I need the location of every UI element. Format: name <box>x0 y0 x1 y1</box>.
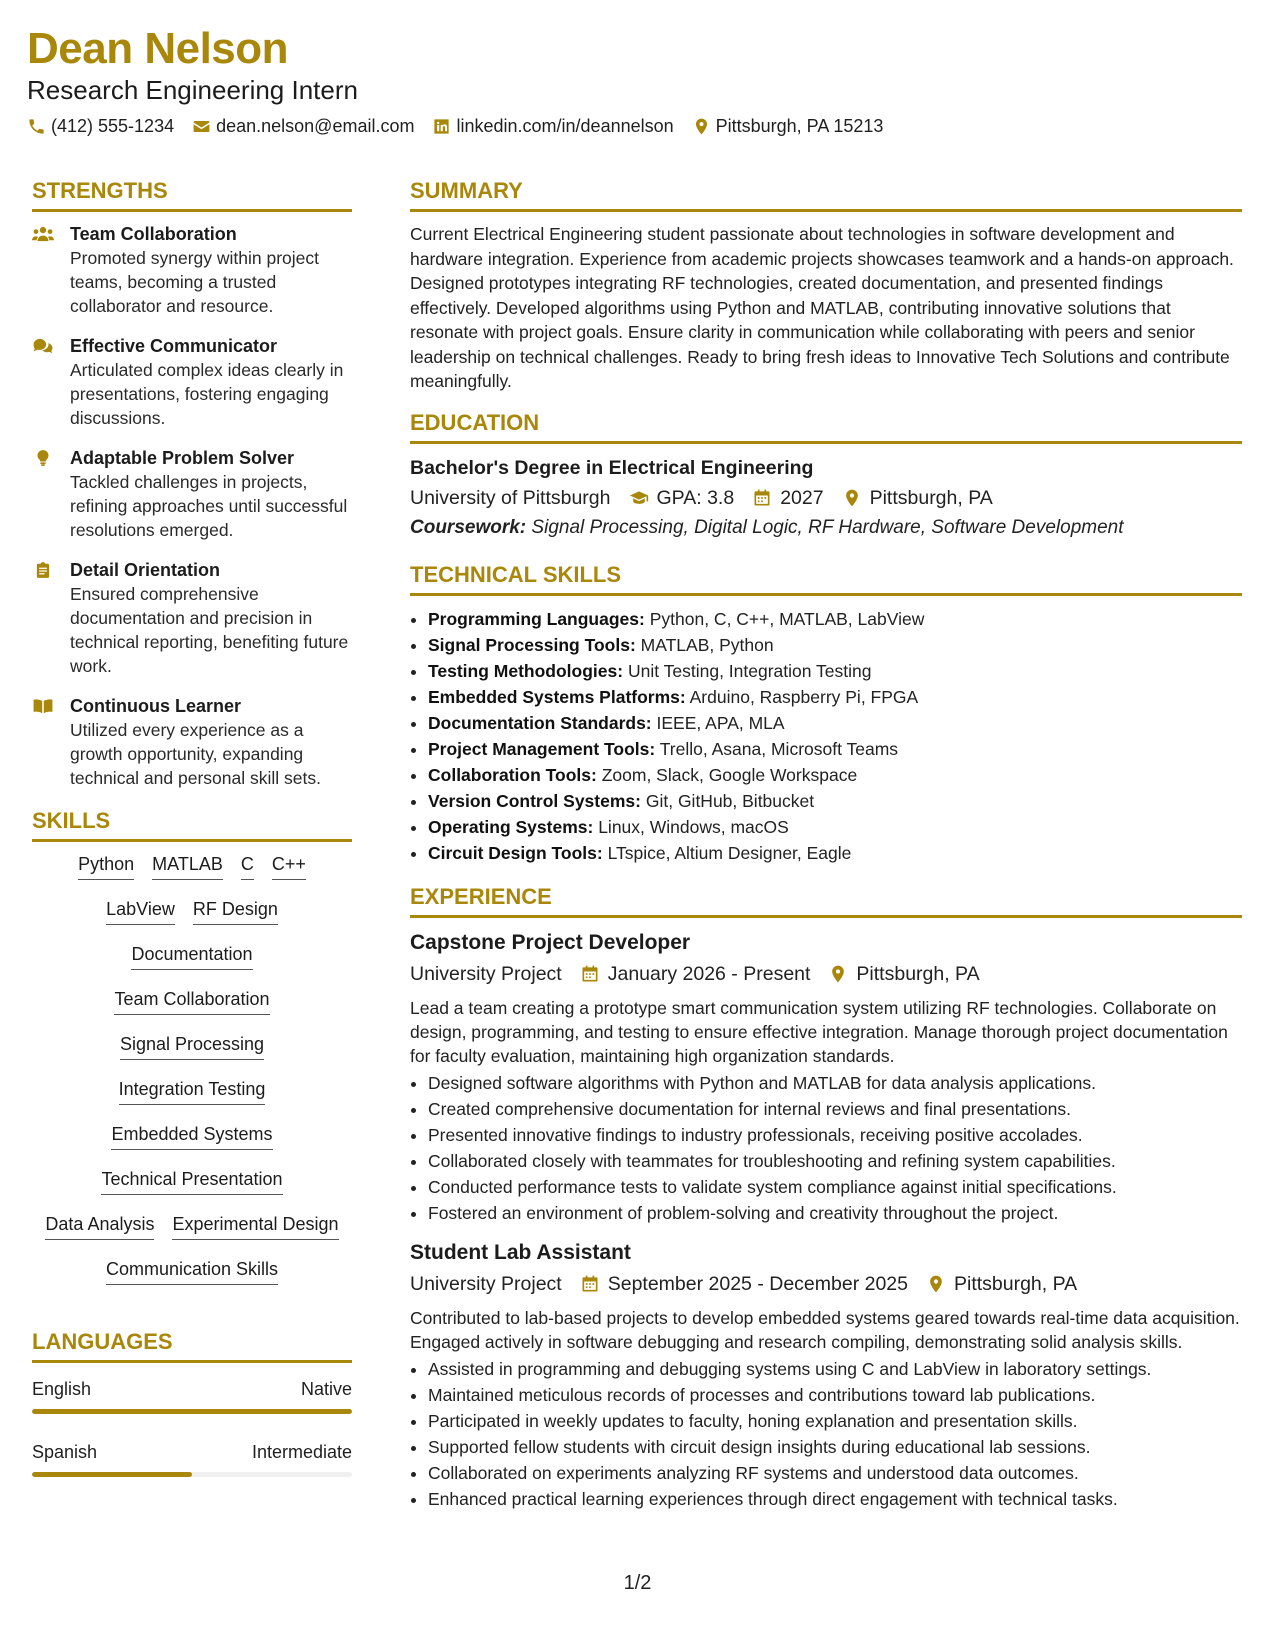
left-column <box>32 176 352 1503</box>
strength-item <box>32 334 352 430</box>
skill-chip: Team Collaboration <box>114 987 269 1015</box>
skill-chip: RF Design <box>193 897 278 925</box>
tech-skill-value: Unit Testing, Integration Testing <box>627 660 872 681</box>
strength-desc: Promoted synergy within project teams, becoming a trusted collaborator and resource. <box>70 248 319 316</box>
clipboard-icon <box>32 561 54 579</box>
lightbulb-icon <box>32 449 54 467</box>
strength-desc: Utilized every experience as a growth opportunity, expanding technical and personal skill sets. <box>70 720 321 788</box>
contact-bar <box>27 114 1257 138</box>
technical-skills-list <box>410 606 1242 866</box>
list-item: • Collaborated on experiments analyzing RF systems and understood data outcomes. <box>428 1460 1242 1486</box>
right-column <box>410 176 1242 1524</box>
strength-item <box>32 558 352 678</box>
calendar-icon <box>580 964 600 984</box>
job-entry <box>410 928 1242 1226</box>
education-year: 2027 <box>780 486 824 509</box>
tech-skill-label: Project Management Tools: <box>428 738 656 759</box>
summary-heading: SUMMARY <box>410 176 1242 212</box>
language-item <box>32 1440 352 1477</box>
strength-title: Adaptable Problem Solver <box>70 448 295 468</box>
users-icon <box>32 225 54 243</box>
tech-skill-label: Circuit Design Tools: <box>428 842 603 863</box>
tech-skill-value: LTspice, Altium Designer, Eagle <box>607 842 852 863</box>
list-item: • Assisted in programming and debugging systems using C and LabView in laboratory settings. <box>428 1356 1242 1382</box>
phone-icon <box>27 117 46 136</box>
job-org: University Project <box>410 962 562 985</box>
skill-chip: MATLAB <box>152 852 223 880</box>
page-number: 1/2 <box>623 1572 652 1594</box>
calendar-icon <box>752 488 772 508</box>
language-item <box>32 1377 352 1414</box>
book-icon <box>32 697 54 715</box>
tech-skill-label: Embedded Systems Platforms: <box>428 686 686 707</box>
tech-skill-value: Trello, Asana, Microsoft Teams <box>659 738 899 759</box>
list-item: • Supported fellow students with circuit design insights during educational lab sessions. <box>428 1434 1242 1460</box>
skill-chip: C <box>241 852 254 880</box>
strength-item <box>32 222 352 318</box>
job-meta <box>410 1270 1242 1298</box>
language-level: Native <box>300 1379 352 1399</box>
tech-skill-value: Zoom, Slack, Google Workspace <box>601 764 858 785</box>
language-name: English <box>32 1379 92 1399</box>
strength-item <box>32 446 352 542</box>
tech-skill-label: Testing Methodologies: <box>428 660 624 681</box>
tech-skill-value: Python, C, C++, MATLAB, LabView <box>649 608 925 629</box>
map-pin-icon <box>828 964 848 984</box>
job-description: Lead a team creating a prototype smart communication system utilizing RF technologies. Collaborate on design, programming, and testing to ensure effective integration. Manage thorough project documentation for faculty evaluation, maintaining high organization standards. <box>410 997 1228 1066</box>
coursework-list: Signal Processing, Digital Logic, RF Hardware, Software Development <box>531 516 1124 538</box>
list-item <box>428 658 1242 684</box>
skill-chip: Communication Skills <box>106 1257 278 1285</box>
job-bullets <box>410 1356 1242 1512</box>
languages-heading: LANGUAGES <box>32 1327 352 1363</box>
list-item: • Enhanced practical learning experiences through direct engagement with technical tasks. <box>428 1486 1242 1512</box>
strength-title: Detail Orientation <box>70 560 221 580</box>
tech-skill-label: Version Control Systems: <box>428 790 641 811</box>
tech-skill-label: Programming Languages: <box>428 608 645 629</box>
list-item <box>428 606 1242 632</box>
list-item: • Designed software algorithms with Python and MATLAB for data analysis applications. <box>428 1070 1242 1096</box>
strength-title: Team Collaboration <box>70 224 237 244</box>
skill-chip: Experimental Design <box>172 1212 338 1240</box>
job-meta <box>410 960 1242 988</box>
skill-chip: Signal Processing <box>120 1032 264 1060</box>
list-item: • Participated in weekly updates to faculty, honing explanation and presentation skills. <box>428 1408 1242 1434</box>
job-dates: January 2026 - Present <box>607 962 811 985</box>
language-proficiency-fill <box>32 1409 352 1414</box>
comments-icon <box>32 337 54 355</box>
contact-phone-text: (412) 555-1234 <box>51 116 175 136</box>
education-degree: Bachelor's Degree in Electrical Engineering <box>410 456 814 479</box>
list-item <box>428 788 1242 814</box>
job-title: Capstone Project Developer <box>410 930 691 954</box>
map-pin-icon <box>842 488 862 508</box>
linkedin-icon <box>432 117 451 136</box>
strength-desc: Tackled challenges in projects, refining approaches until successful resolutions emerged. <box>70 472 348 540</box>
contact-email-text: dean.nelson@email.com <box>216 116 415 136</box>
list-item <box>428 736 1242 762</box>
education-location: Pittsburgh, PA <box>869 486 993 509</box>
list-item <box>428 632 1242 658</box>
skills-list <box>32 852 352 1285</box>
job-bullets <box>410 1070 1242 1226</box>
skill-chip: C++ <box>272 852 306 880</box>
skill-chip: Technical Presentation <box>101 1167 282 1195</box>
skills-heading: SKILLS <box>32 806 352 842</box>
education-coursework <box>410 514 1242 542</box>
tech-skill-label: Operating Systems: <box>428 816 594 837</box>
list-item <box>428 814 1242 840</box>
list-item: • Fostered an environment of problem-solving and creativity throughout the project. <box>428 1200 1242 1226</box>
language-proficiency-fill <box>32 1472 192 1477</box>
skill-chip: Python <box>78 852 134 880</box>
skill-chip: Documentation <box>131 942 252 970</box>
strength-item <box>32 694 352 790</box>
calendar-icon <box>580 1274 600 1294</box>
coursework-label: Coursework: <box>410 516 527 538</box>
list-item <box>428 840 1242 866</box>
list-item: • Collaborated closely with teammates for troubleshooting and refining system capabilities. <box>428 1148 1242 1174</box>
job-location: Pittsburgh, PA <box>856 962 980 985</box>
strength-title: Effective Communicator <box>70 336 278 356</box>
language-level: Intermediate <box>251 1442 352 1462</box>
envelope-icon <box>192 117 211 136</box>
skill-chip: Data Analysis <box>45 1212 154 1240</box>
tech-skill-value: Arduino, Raspberry Pi, FPGA <box>689 686 919 707</box>
contact-linkedin[interactable] <box>432 114 673 138</box>
language-proficiency-bar <box>32 1409 352 1414</box>
strength-desc: Ensured comprehensive documentation and precision in technical reporting, benefiting future work. <box>70 584 349 676</box>
education-school: University of Pittsburgh <box>410 486 611 509</box>
skill-chip: LabView <box>106 897 175 925</box>
education-gpa: GPA: 3.8 <box>656 486 735 509</box>
education-meta <box>410 484 1242 512</box>
tech-skill-value: Linux, Windows, macOS <box>598 816 789 837</box>
skill-chip: Integration Testing <box>119 1077 266 1105</box>
list-item: • Created comprehensive documentation for internal reviews and final presentations. <box>428 1096 1242 1122</box>
skill-chip: Embedded Systems <box>111 1122 272 1150</box>
job-location: Pittsburgh, PA <box>953 1272 1078 1295</box>
strength-title: Continuous Learner <box>70 696 242 716</box>
contact-location <box>692 114 884 138</box>
job-entry <box>410 1238 1242 1512</box>
contact-email[interactable] <box>192 114 414 138</box>
map-pin-icon <box>692 117 711 136</box>
list-item: • Conducted performance tests to validate system compliance against initial specifications. <box>428 1174 1242 1200</box>
list-item <box>428 762 1242 788</box>
list-item: • Maintained meticulous records of processes and contributions toward lab publications. <box>428 1382 1242 1408</box>
job-org: University Project <box>410 1272 562 1295</box>
contact-linkedin-text: linkedin.com/in/deannelson <box>456 116 674 136</box>
language-name: Spanish <box>32 1442 98 1462</box>
list-item <box>428 710 1242 736</box>
job-dates: September 2025 - December 2025 <box>607 1272 908 1295</box>
tech-skill-label: Collaboration Tools: <box>428 764 597 785</box>
contact-location-text: Pittsburgh, PA 15213 <box>715 116 884 136</box>
job-title: Student Lab Assistant <box>410 1240 631 1264</box>
tech-skill-value: Git, GitHub, Bitbucket <box>645 790 815 811</box>
strengths-heading: STRENGTHS <box>32 176 352 212</box>
summary-text: Current Electrical Engineering student passionate about technologies in software development and hardware integration. Experience from academic projects showcases teamwork and a hands-on approach. Designed prototypes integrating RF technologies, created documentation, and presented findings effectively. Developed algorithms using Python and MATLAB, contributing innovative solutions that resonate with project goals. Ensure clarity in communication while collaborating with peers and senior leadership on technical challenges. Ready to bring fresh ideas to Innovative Tech Solutions and contribute meaningfully. <box>410 224 1234 391</box>
tech-skill-value: MATLAB, Python <box>640 634 774 655</box>
graduation-cap-icon <box>629 488 649 508</box>
tech-skill-label: Documentation Standards: <box>428 712 652 733</box>
contact-phone[interactable] <box>27 114 174 138</box>
list-item: • Presented innovative findings to industry professionals, receiving positive accolades. <box>428 1122 1242 1148</box>
list-item <box>428 684 1242 710</box>
candidate-name: Dean Nelson <box>27 24 289 73</box>
candidate-title: Research Engineering Intern <box>27 75 358 105</box>
education-heading: EDUCATION <box>410 408 1242 444</box>
tech-skill-value: IEEE, APA, MLA <box>656 712 785 733</box>
resume-header <box>27 22 1257 138</box>
strength-desc: Articulated complex ideas clearly in presentations, fostering engaging discussions. <box>70 360 344 428</box>
job-description: Contributed to lab-based projects to develop embedded systems geared towards real-time data acquisition. Engaged actively in software debugging and research compiling, demonstrating solid analysis skills. <box>410 1307 1240 1352</box>
language-proficiency-bar <box>32 1472 352 1477</box>
technical-skills-heading: TECHNICAL SKILLS <box>410 560 1242 596</box>
map-pin-icon <box>926 1274 946 1294</box>
tech-skill-label: Signal Processing Tools: <box>428 634 636 655</box>
experience-heading: EXPERIENCE <box>410 882 1242 918</box>
